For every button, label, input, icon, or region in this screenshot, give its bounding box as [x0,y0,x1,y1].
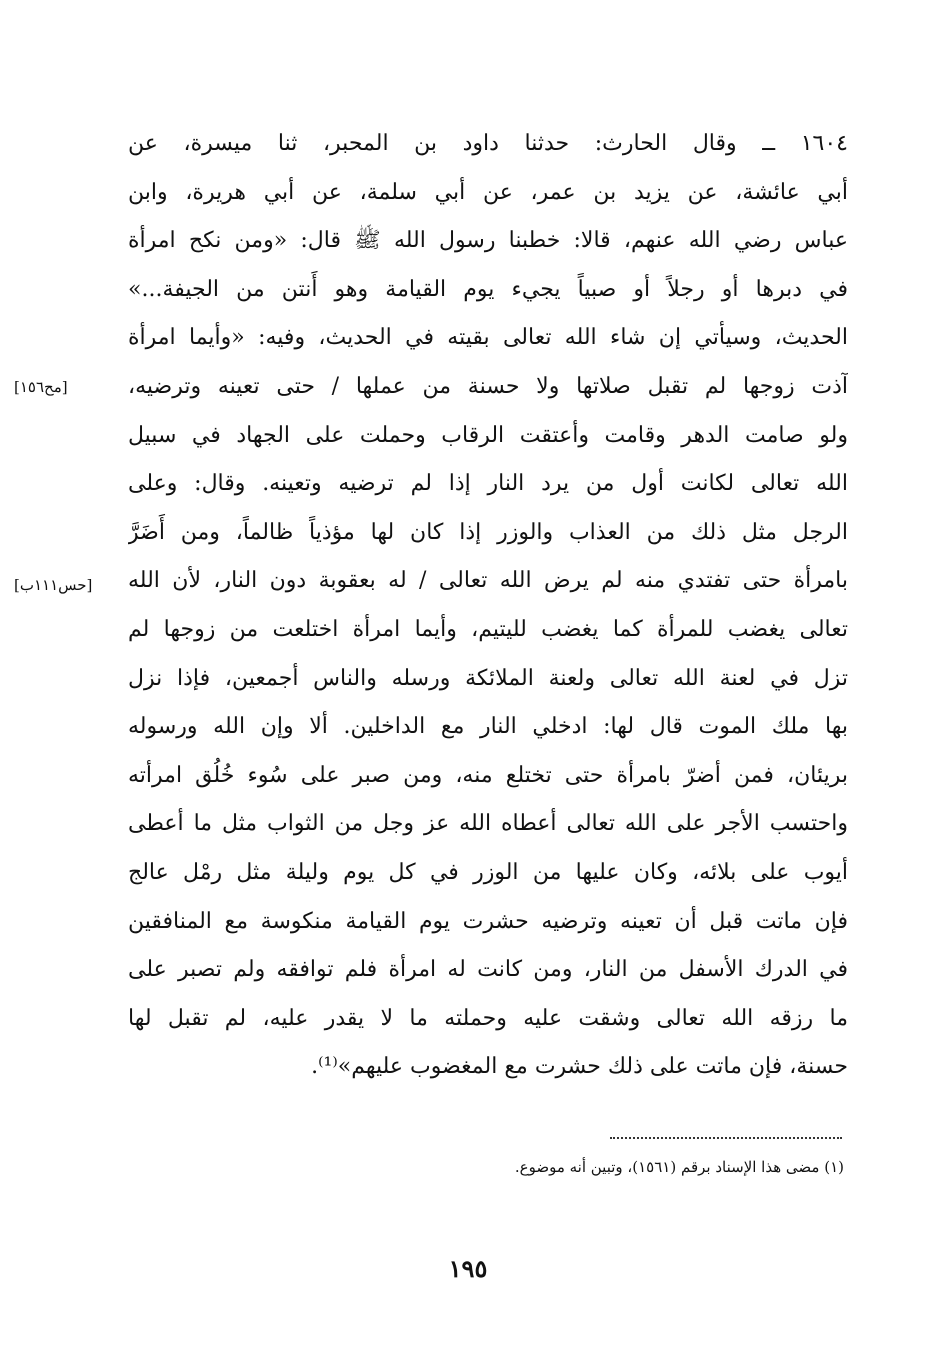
text-line: بريئان، فمن أضرّ بامرأة حتى تختلع منه، ومن صبر على سُوء خُلُق امرأته [128,762,848,788]
main-text-block [128,120,848,1092]
text-line: في دبرها أو رجلاً أو صبياً يجيء يوم القيامة وهو أَنتن من الجيفة...» [128,276,848,302]
text-line: ما رزقه الله تعالى وشقت عليه وحملته ما لا يقدر عليه، لم تقبل لها [128,1005,848,1031]
footnote: (١) مضى هذا الإسناد برقم (١٥٦١)، وتبين أنه موضوع. [514,1158,844,1176]
page-number: ١٩٥ [448,1254,488,1283]
text-line: عباس رضي الله عنهم، قالا: خطبنا رسول الله ﷺ قال: «ومن نكح امرأة [128,228,848,254]
text-line: تزل في لعنة الله تعالى ولعنة الملائكة ورسله والناس أجمعين، فإذا نزل [128,665,848,691]
text-line: حسنة، فإن ماتت على ذلك حشرت مع المغضوب عليهم»⁽¹⁾. [311,1054,848,1080]
footnote-separator [610,1137,842,1139]
text-line: ١٦٠٤ ــ وقال الحارث: حدثنا داود بن المحبر، ثنا ميسرة، عن [128,131,848,156]
margin-manuscript-ref: [مح١٥٦] [14,378,68,396]
text-line: ولو صامت الدهر وقامت وأعتقت الرقاب وحملت على الجهاد في سبيل [128,422,848,448]
text-line: تعالى يغضب للمرأة كما يغضب لليتيم، وأيما امرأة اختلعت من زوجها لم [128,616,848,642]
text-line: فإن ماتت قبل أن تعينه وترضيه حشرت يوم القيامة منكوسة مع المنافقين [128,908,848,934]
text-line: الرجل مثل ذلك من العذاب والوزر إذا كان لها مؤذياً ظالماً، ومن أَضَرَّ [128,519,848,545]
text-line: أيوب على بلائه، وكان عليها من الوزر في كل يوم وليلة مثل رمْل عالج [128,859,848,885]
margin-manuscript-ref: [حس١١١ب] [14,576,93,594]
text-line: في الدرك الأسفل من النار، ومن كانت له امرأة فلم توافقه ولم تصبر على [128,957,848,983]
text-line: أبي عائشة، عن يزيد بن عمر، عن أبي سلمة، عن أبي هريرة، وابن [128,179,848,205]
text-line: الحديث، وسيأتي إن شاء الله تعالى بقيته في الحديث، وفيه: «وأيما امرأة [128,325,848,351]
text-line: بامرأة حتى تفتدي منه لم يرض الله تعالى / له بعقوبة دون النار، لأن الله [128,568,848,594]
text-line: واحتسب الأجر على الله تعالى أعطاه الله عز وجل من الثواب مثل ما أعطى [128,811,848,837]
text-line: الله تعالى لكانت أول من يرد النار إذا لم ترضيه وتعينه. وقال: وعلى [128,471,848,497]
text-line: بها ملك الموت قال لها: ادخلي النار مع الداخلين. ألا وإن الله ورسوله [128,714,848,740]
text-line: آذت زوجها لم تقبل صلاتها ولا حسنة من عملها / حتى تعينه وترضيه، [128,373,848,399]
